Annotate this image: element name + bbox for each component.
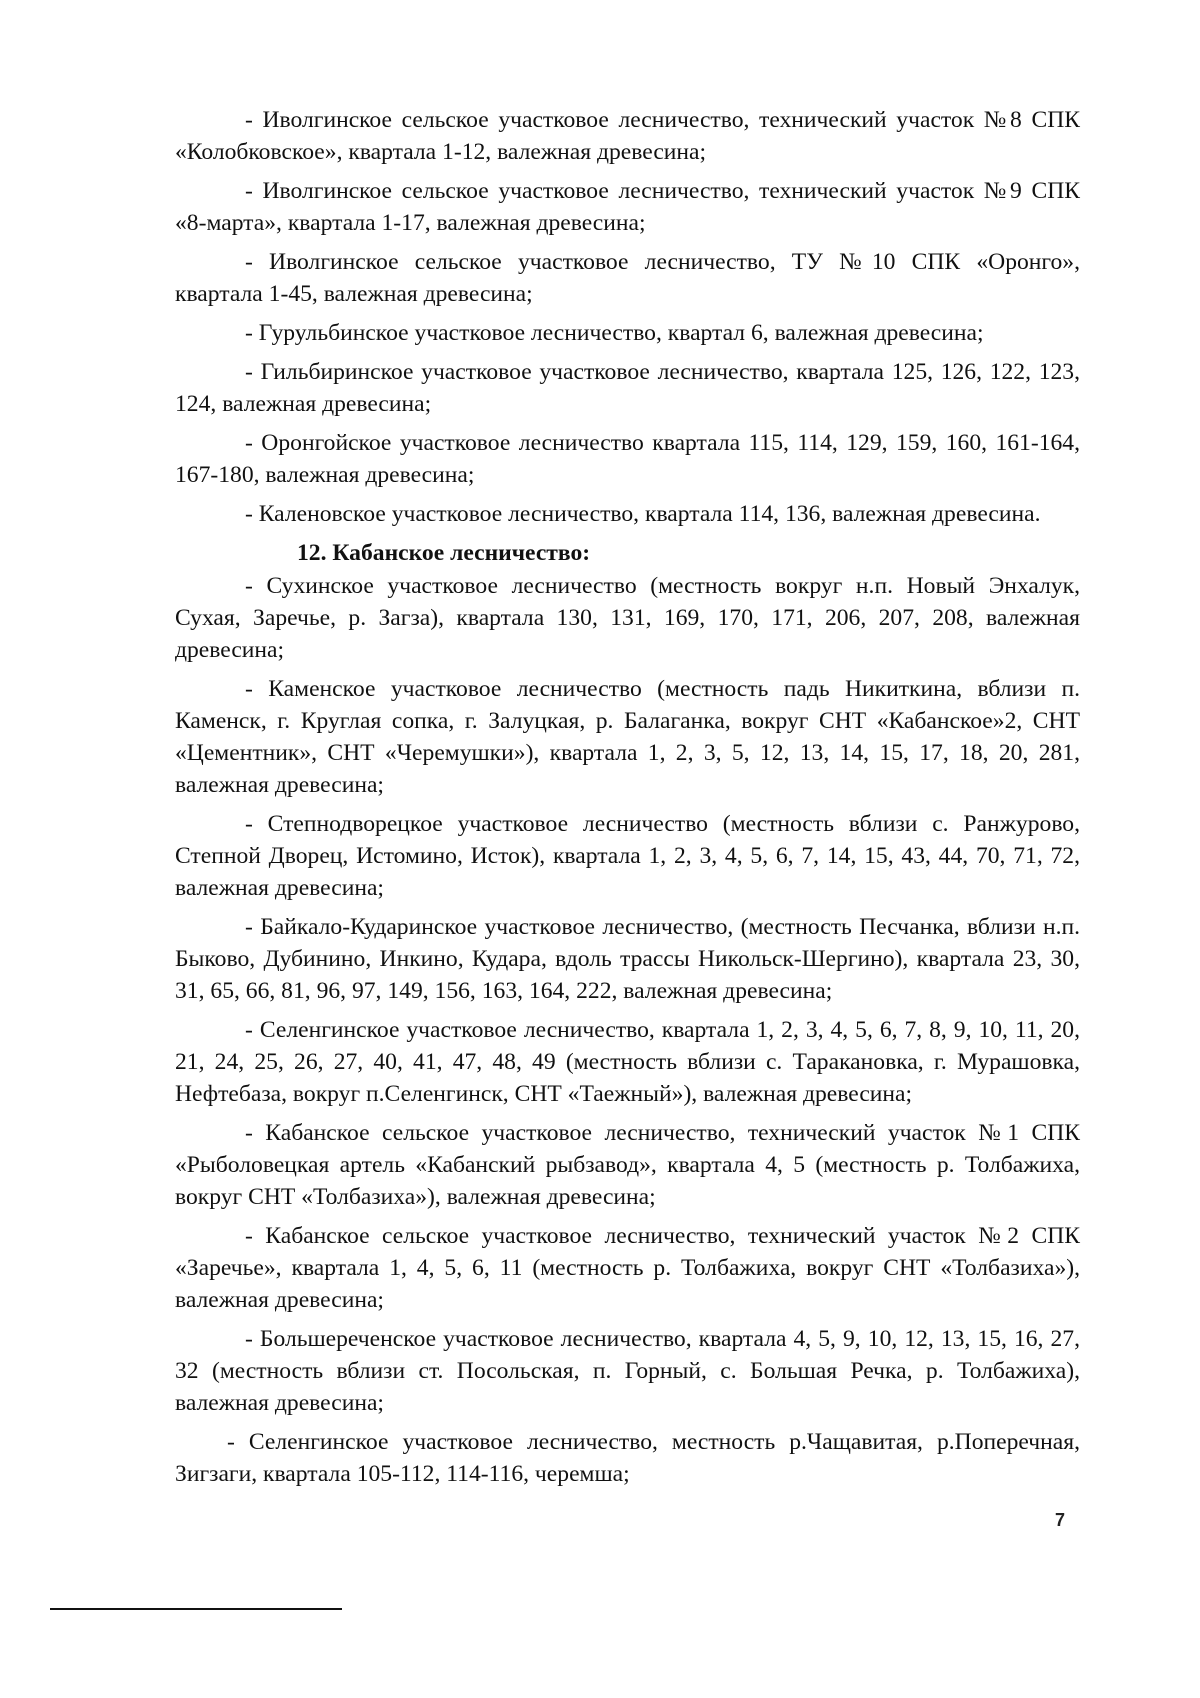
footnote-divider — [50, 1608, 342, 1610]
section-heading: 12. Кабанское лесничество: — [297, 540, 591, 566]
page-number: 7 — [1055, 1510, 1066, 1530]
paragraph-stepnoy-dvorets: - Степнодворецкое участковое лесничество (местность вблизи с. Ранжурово, Степной Дворец, Истомино, Исток), квартала 1, 2, 3, 4, 5, 6, 7, 14, 15, 43, 44, 70, 71, 72, валежная древесина; — [175, 811, 1080, 901]
paragraph-gurulba: - Гурульбинское участковое лесничество, квартал 6, валежная древесина; — [245, 320, 984, 346]
paragraph-baikal-kudara: - Байкало-Кударинское участковое лесничество, (местность Песчанка, вблизи н.п. Быково, Дубинино, Инкино, Кудара, вдоль трассы Никольск-Шергино), квартала 23, 30, 31, 65, 66, 81, 96, 97, 149, 156, 163, 164, 222, валежная древесина; — [175, 914, 1080, 1004]
paragraph-selenga-2: - Селенгинское участковое лесничество, местность р.Чащавитая, р.Поперечная, Зигзаги, квартала 105-112, 114-116, черемша; — [175, 1429, 1080, 1487]
document-body — [175, 104, 1080, 1497]
paragraph-kamensk: - Каменское участковое лесничество (местность падь Никиткина, вблизи п. Каменск, г. Круглая сопка, г. Залуцкая, р. Балаганка, вокруг СНТ «Кабанское»2, СНТ «Цементник», СНТ «Черемушки»), квартала 1, 2, 3, 5, 12, 13, 14, 15, 17, 18, 20, 281, валежная древесина; — [175, 676, 1080, 798]
paragraph-gilbira: - Гильбиринское участковое участковое лесничество, квартала 125, 126, 122, 123, 124, валежная древесина; — [175, 359, 1080, 417]
paragraph-selenga-1: - Селенгинское участковое лесничество, квартала 1, 2, 3, 4, 5, 6, 7, 8, 9, 10, 11, 20, 21, 24, 25, 26, 27, 40, 41, 47, 48, 49 (местность вблизи с. Таракановка, г. Мурашовка, Нефтебаза, вокруг п.Селенгинск, СНТ «Таежный»), валежная древесина; — [175, 1017, 1080, 1107]
paragraph-ivolga-tu8: - Иволгинское сельское участковое лесничество, технический участок №8 СПК «Колобковское», квартала 1-12, валежная древесина; — [175, 107, 1080, 165]
paragraph-kabansk-tu1: - Кабанское сельское участковое лесничество, технический участок №1 СПК «Рыболовецкая артель «Кабанский рыбзавод», квартала 4, 5 (местность р. Толбажиха, вокруг СНТ «Толбазиха»), валежная древесина; — [175, 1120, 1080, 1210]
paragraph-sukhaya: - Сухинское участковое лесничество (местность вокруг н.п. Новый Энхалук, Сухая, Заречье, р. Загза), квартала 130, 131, 169, 170, 171, 206, 207, 208, валежная древесина; — [175, 573, 1080, 663]
paragraph-ivolga-tu9: - Иволгинское сельское участковое лесничество, технический участок №9 СПК «8-марта», квартала 1-17, валежная древесина; — [175, 178, 1080, 236]
paragraph-kabansk-tu2: - Кабанское сельское участковое лесничество, технический участок №2 СПК «Заречье», квартала 1, 4, 5, 6, 11 (местность р. Толбажиха, вокруг СНТ «Толбазиха»), валежная древесина; — [175, 1223, 1080, 1313]
paragraph-bolshaya-rechka: - Большереченское участковое лесничество, квартала 4, 5, 9, 10, 12, 13, 15, 16, 27, 32 (местность вблизи ст. Посольская, п. Горный, с. Большая Речка, р. Толбажиха), валежная древесина; — [175, 1326, 1080, 1416]
paragraph-ivolga-tu10: - Иволгинское сельское участковое лесничество, ТУ №10 СПК «Оронго», квартала 1-45, валежная древесина; — [175, 249, 1080, 307]
paragraph-kalenovo: - Каленовское участковое лесничество, квартала 114, 136, валежная древесина. — [245, 501, 1041, 527]
paragraph-orongoy: - Оронгойское участковое лесничество квартала 115, 114, 129, 159, 160, 161-164, 167-180, валежная древесина; — [175, 430, 1080, 488]
